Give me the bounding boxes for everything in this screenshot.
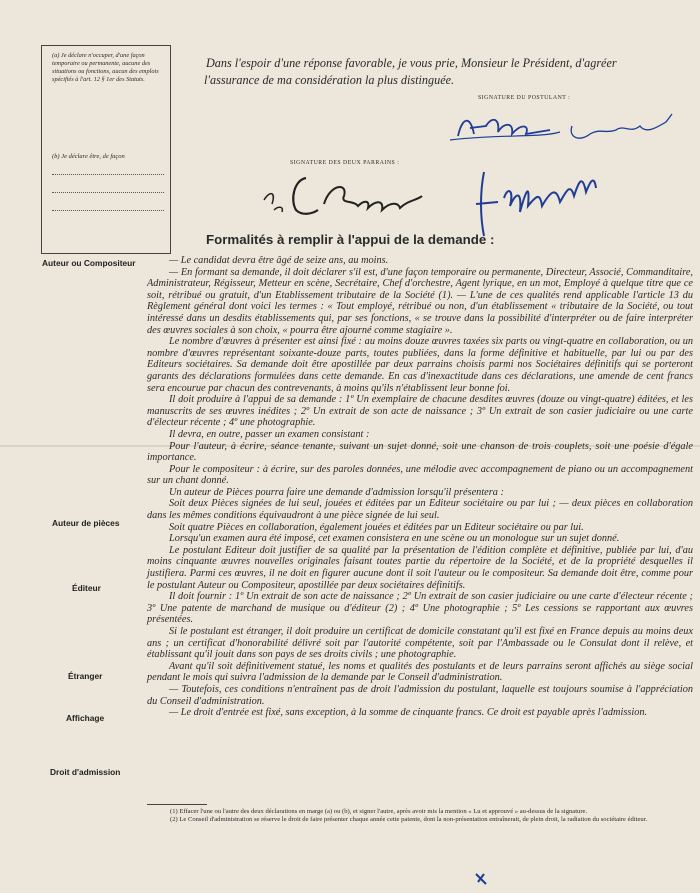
signature-postulant-label: SIGNATURE DU POSTULANT : xyxy=(478,95,571,101)
ink-mark xyxy=(470,868,500,888)
signature-parrains-label: SIGNATURE DES DEUX PARRAINS : xyxy=(290,160,400,166)
paragraph: Un auteur de Pièces pourra faire une demande d'admission lorsqu'il présentera : xyxy=(169,486,504,498)
paragraph: Il devra, en outre, passer un examen consistant : xyxy=(169,428,370,440)
side-label-affichage: Affichage xyxy=(66,713,105,723)
side-label-auteur-compositeur: Auteur ou Compositeur xyxy=(42,258,136,268)
paragraph: Avant qu'il soit définitivement statué, les noms et qualités des postulants et de leurs parrains seront affichés au siège social pendant le mois qui suivra l'admission de la demande par le Conseil d'administration. xyxy=(147,660,693,684)
footnote-rule xyxy=(147,804,207,805)
paragraph: Soit quatre Pièces en collaboration, également jouées et éditées par un Editeur sociétaire ou par lui. xyxy=(169,521,584,533)
side-label-droit-admission: Droit d'admission xyxy=(50,767,121,777)
side-label-etranger: Étranger xyxy=(68,671,103,681)
paragraph: Le nombre d'œuvres à présenter est ainsi fixé : au moins douze œuvres taxées six parts ou vingt-quatre en collaboration, ou un nombre d'œuvres représentant soixante-douze parts, toutes publiées, dans la forme définitive et habituelle, par lui ou par des Editeurs sociétaires. Sa demande doit être apostillée par deux parrains choisis parmi nos Sociétaires définitifs qui se porteront garants des déclarations formulées dans cette demande. En cas d'inexactitude dans ces déclarations, une amende de cent francs sera encourue par chacun des contrevenants, à moins qu'ils n'établissent leur bonne foi. xyxy=(147,336,693,394)
footnotes xyxy=(170,808,690,824)
paragraph: Lorsqu'un examen aura été imposé, cet examen consistera en une scène ou un monologue sur un sujet donné. xyxy=(169,533,620,545)
fill-line xyxy=(52,174,164,175)
paragraph: Pour le compositeur : à écrire, sur des paroles données, une mélodie avec accompagnement de piano ou un accompagnement sur un chant donné. xyxy=(147,463,693,487)
paragraph: Soit deux Pièces signées de lui seul, jouées et éditées par un Editeur sociétaire ou par lui ; — deux pièces en collaboration dans les mêmes conditions équivaudront à une pièce signée de lui seul. xyxy=(147,498,693,522)
sponsor-signature-2 xyxy=(470,162,610,242)
paragraph: — En formant sa demande, il doit déclarer s'il est, d'une façon temporaire ou permanente, Directeur, Associé, Commanditaire, Administrateur, Régisseur, Metteur en scène, Secrétaire, Chef d'orchestre, Agent lyrique, en un mot, Employé à quelque titre que ce soit, rétribué ou gratuit, d'un Etablissement tributaire de la Société (1). — L'une de ces qualités rend applicable l'article 13 du Règlement général dont voici les termes : « Tout employé, rétribué ou non, d'un établissement « tributaire de la Société, ou tout intéressé dans un desdits établissements qui, par ses fonctions, « se trouve dans la possibilité d'interpréter ou de faire interpréter des œuvres sociales à son choix, « pourra être ajourné comme stagiaire ». xyxy=(147,266,693,336)
footnote-2: (2) Le Conseil d'administration se réserve le droit de faire présenter chaque année cette patente, dont la non-présentation entraînerait, de plein droit, la radiation du sociétaire éditeur. xyxy=(170,816,648,823)
paragraph: — Le droit d'entrée est fixé, sans exception, à la somme de cinquante francs. Ce droit est payable après l'admission. xyxy=(169,707,648,719)
sponsor-signature-1 xyxy=(258,170,438,225)
paragraph: Il doit produire à l'appui de sa demande : 1º Un exemplaire de chacune desdites œuvres (douze ou vingt-quatre) éditées, et les manuscrits de ses œuvres inédites ; 2º Un extrait de son acte de naissance ; 3º Un extrait de son casier judiciaire ou une carte d'électeur récente ; 4º une photographie. xyxy=(147,394,693,429)
paragraph: — Toutefois, ces conditions n'entraînent pas de droit l'admission du postulant, laquelle est toujours soumise à l'appréciation du Conseil d'administration. xyxy=(147,683,693,707)
fill-line xyxy=(52,192,164,193)
paragraph: Le postulant Editeur doit justifier de sa qualité par la présentation de l'édition complète et définitive, publiée par lui, d'au moins cinquante œuvres nouvelles originales faisant toutes partie du répertoire de la Société, et de la propriété desquelles il justifiera. Parmi ces œuvres, il ne doit en figurer aucune dont il soit l'auteur ou le compositeur. Sa demande doit être, comme pour le postulant Auteur ou Compositeur, apostillée par deux sociétaires définitifs. xyxy=(147,544,693,591)
requirements-text xyxy=(147,255,693,719)
side-label-editeur: Éditeur xyxy=(72,583,101,593)
declaration-option-a: (a) Je déclare n'occuper, d'une façon temporaire ou permanente, aucune des situations ou fonctions, aucun des emplois spécifiés à l'art. 12 § 1er des Statuts. xyxy=(52,52,159,83)
fill-line xyxy=(52,210,164,211)
paragraph: — Le candidat devra être âgé de seize ans, au moins. xyxy=(169,255,389,266)
section-title: Formalités à remplir à l'appui de la demande : xyxy=(206,232,495,247)
paragraph: Pour l'auteur, à écrire, séance tenante, suivant un sujet donné, soit une chanson de trois couplets, soit une poésie d'égale importance. xyxy=(147,440,693,464)
footnote-1: (1) Effacer l'une ou l'autre des deux déclarations en marge (a) ou (b), et signer l'autre, après avoir mis la mention « Lu et approuvé » au-dessus de la signature. xyxy=(170,808,588,815)
paragraph: Si le postulant est étranger, il doit produire un certificat de domicile constatant qu'il est fixé en France depuis au moins deux ans ; un certificat d'honorabilité délivré soit par l'autorité compétente, soit par l'Ambassade ou le Consulat dont il relève, et établissant qu'il jouit dans son pays de ses droits civils ; une photographie. xyxy=(147,626,693,661)
declaration-margin-box xyxy=(41,45,171,254)
postulant-signature xyxy=(440,104,690,152)
closing-formula: Dans l'espoir d'une réponse favorable, je vous prie, Monsieur le Président, d'agréer l'assurance de ma considération la plus distinguée. xyxy=(204,56,617,87)
side-label-auteur-pieces: Auteur de pièces xyxy=(52,518,120,528)
declaration-option-b: (b) Je déclare être, de façon xyxy=(52,153,125,160)
paragraph: Il doit fournir : 1º Un extrait de son acte de naissance ; 2º Un extrait de son casier judiciaire ou une carte d'électeur récente ; 3º Une patente de marchand de musique ou d'éditeur (2) ; 4º Une photographie ; 5º Les cessions se rapportant aux œuvres présentées. xyxy=(147,591,693,626)
